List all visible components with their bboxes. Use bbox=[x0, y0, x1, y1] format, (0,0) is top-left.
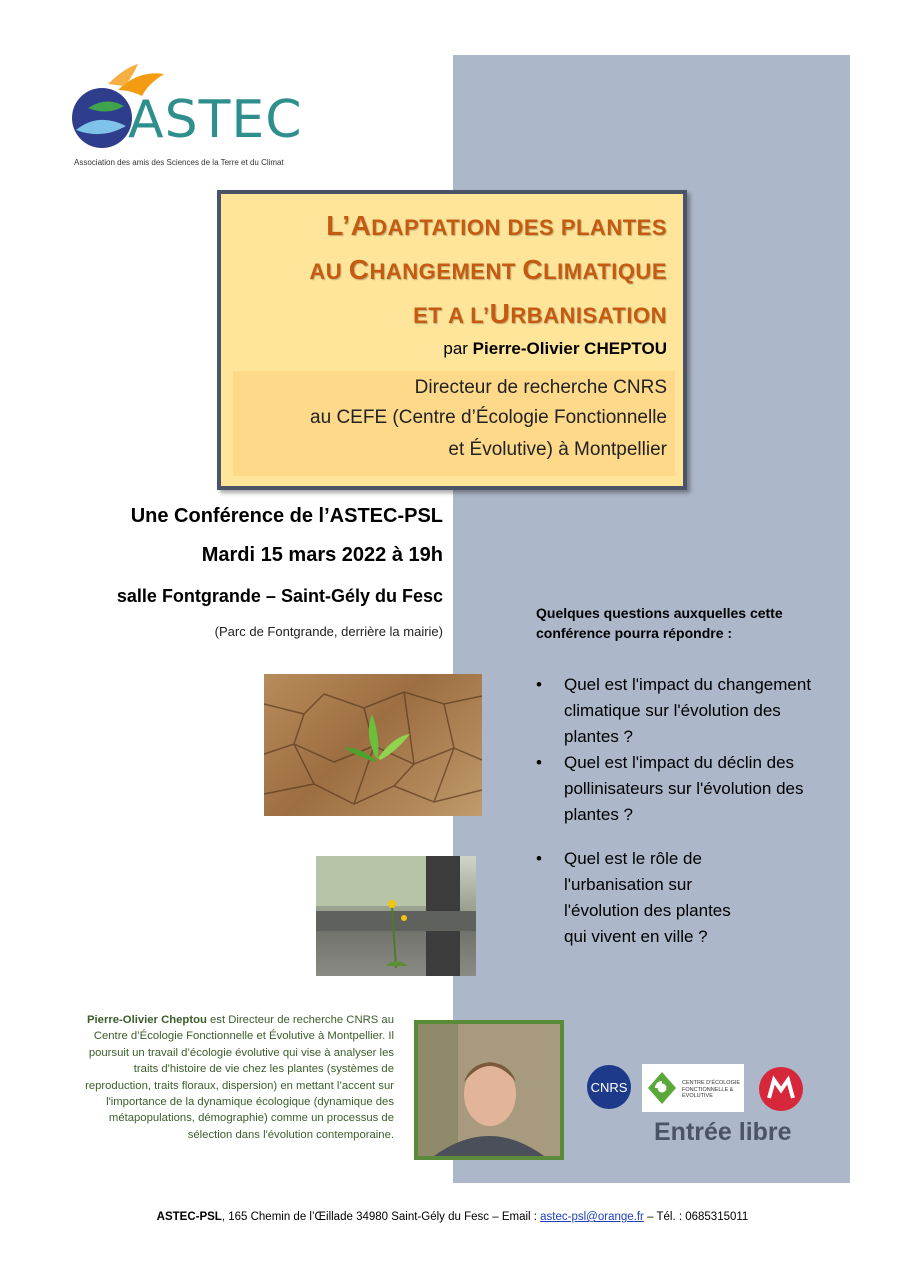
title-line-3: ET A L’URBANISATION bbox=[413, 298, 667, 329]
speaker-role-box bbox=[233, 371, 675, 476]
list-item: • Quel est l'impact du déclin des pollinisateurs sur l'évolution des plantes ? bbox=[536, 750, 836, 828]
bullet-icon: • bbox=[536, 675, 542, 694]
bio-name: Pierre-Olivier Cheptou bbox=[86, 1014, 207, 1026]
bullet-icon: • bbox=[536, 753, 542, 772]
questions-intro: Quelques questions auxquelles cette conférence pourra répondre : bbox=[536, 605, 783, 641]
event-date: Mardi 15 mars 2022 à 19h bbox=[201, 544, 443, 566]
role-line-1: Directeur de recherche CNRS bbox=[414, 377, 667, 398]
role-line-3: et Évolutive) à Montpellier bbox=[448, 439, 667, 460]
cnrs-logo-icon bbox=[586, 1064, 632, 1110]
university-montpellier-logo-icon bbox=[758, 1066, 804, 1112]
questions-list bbox=[536, 672, 836, 950]
cefe-logo bbox=[642, 1064, 744, 1112]
free-entry-label: Entrée libre bbox=[654, 1118, 792, 1146]
role-line-2: au CEFE (Centre d’Écologie Fonctionnelle bbox=[310, 407, 667, 428]
title-line-2: AU CHANGEMENT CLIMATIQUE bbox=[309, 254, 667, 285]
list-item: • Quel est l'impact du changement climatique sur l'évolution des plantes ? bbox=[536, 672, 836, 750]
event-venue-detail: (Parc de Fontgrande, derrière la mairie) bbox=[214, 624, 443, 639]
list-item: • Quel est le rôle de l'urbanisation sur l'évolution des plantes qui vivent en ville ? bbox=[536, 846, 744, 950]
logo-wordmark: ASTEC bbox=[128, 90, 303, 150]
conference-label: Une Conférence de l’ASTEC-PSL bbox=[130, 505, 443, 527]
event-venue: salle Fontgrande – Saint-Gély du Fesc bbox=[116, 586, 443, 606]
logo-tagline: Association des amis des Sciences de la Terre et du Climat bbox=[74, 158, 284, 167]
speaker-byline: par Pierre-Olivier CHEPTOU bbox=[443, 339, 667, 358]
cefe-label: CENTRE D’ÉCOLOGIE FONCTIONNELLE & ÉVOLUTIVE bbox=[682, 1080, 741, 1099]
speaker-portrait-photo bbox=[414, 1020, 564, 1160]
bio-text: est Directeur de recherche CNRS au Centre d’Écologie Fonctionnelle et Évolutive à Montpellier. Il poursuit un travail d’écologie évolutive qui vise à analyser les traits d'histoire de vie chez les plantes (systèmes de reproduction, traits floraux, dispersion) en mettant l’accent sur l'importance de la dynamique écologique (dynamique des métapopulations, démographie) comme un processus de sélection dans l'évolution contemporaine. bbox=[85, 1014, 394, 1141]
astec-logo bbox=[68, 60, 328, 170]
footer-contact: ASTEC-PSL, 165 Chemin de l’Œillade 34980 Saint-Gély du Fesc – Email : astec-psl@orange.fr – Tél. : 0685315011 bbox=[156, 1211, 749, 1223]
speaker-name: Pierre-Olivier CHEPTOU bbox=[472, 339, 667, 358]
title-line-1: L’ADAPTATION DES PLANTES bbox=[326, 210, 667, 241]
drought-plant-photo bbox=[264, 674, 482, 816]
cefe-emblem-icon bbox=[642, 1064, 682, 1112]
street-plant-photo bbox=[316, 856, 476, 976]
title-box bbox=[217, 190, 687, 490]
speaker-bio bbox=[74, 1012, 394, 1143]
bullet-icon: • bbox=[536, 849, 542, 868]
svg-text:CNRS: CNRS bbox=[590, 1080, 628, 1095]
email-link[interactable]: astec-psl@orange.fr bbox=[540, 1211, 644, 1223]
